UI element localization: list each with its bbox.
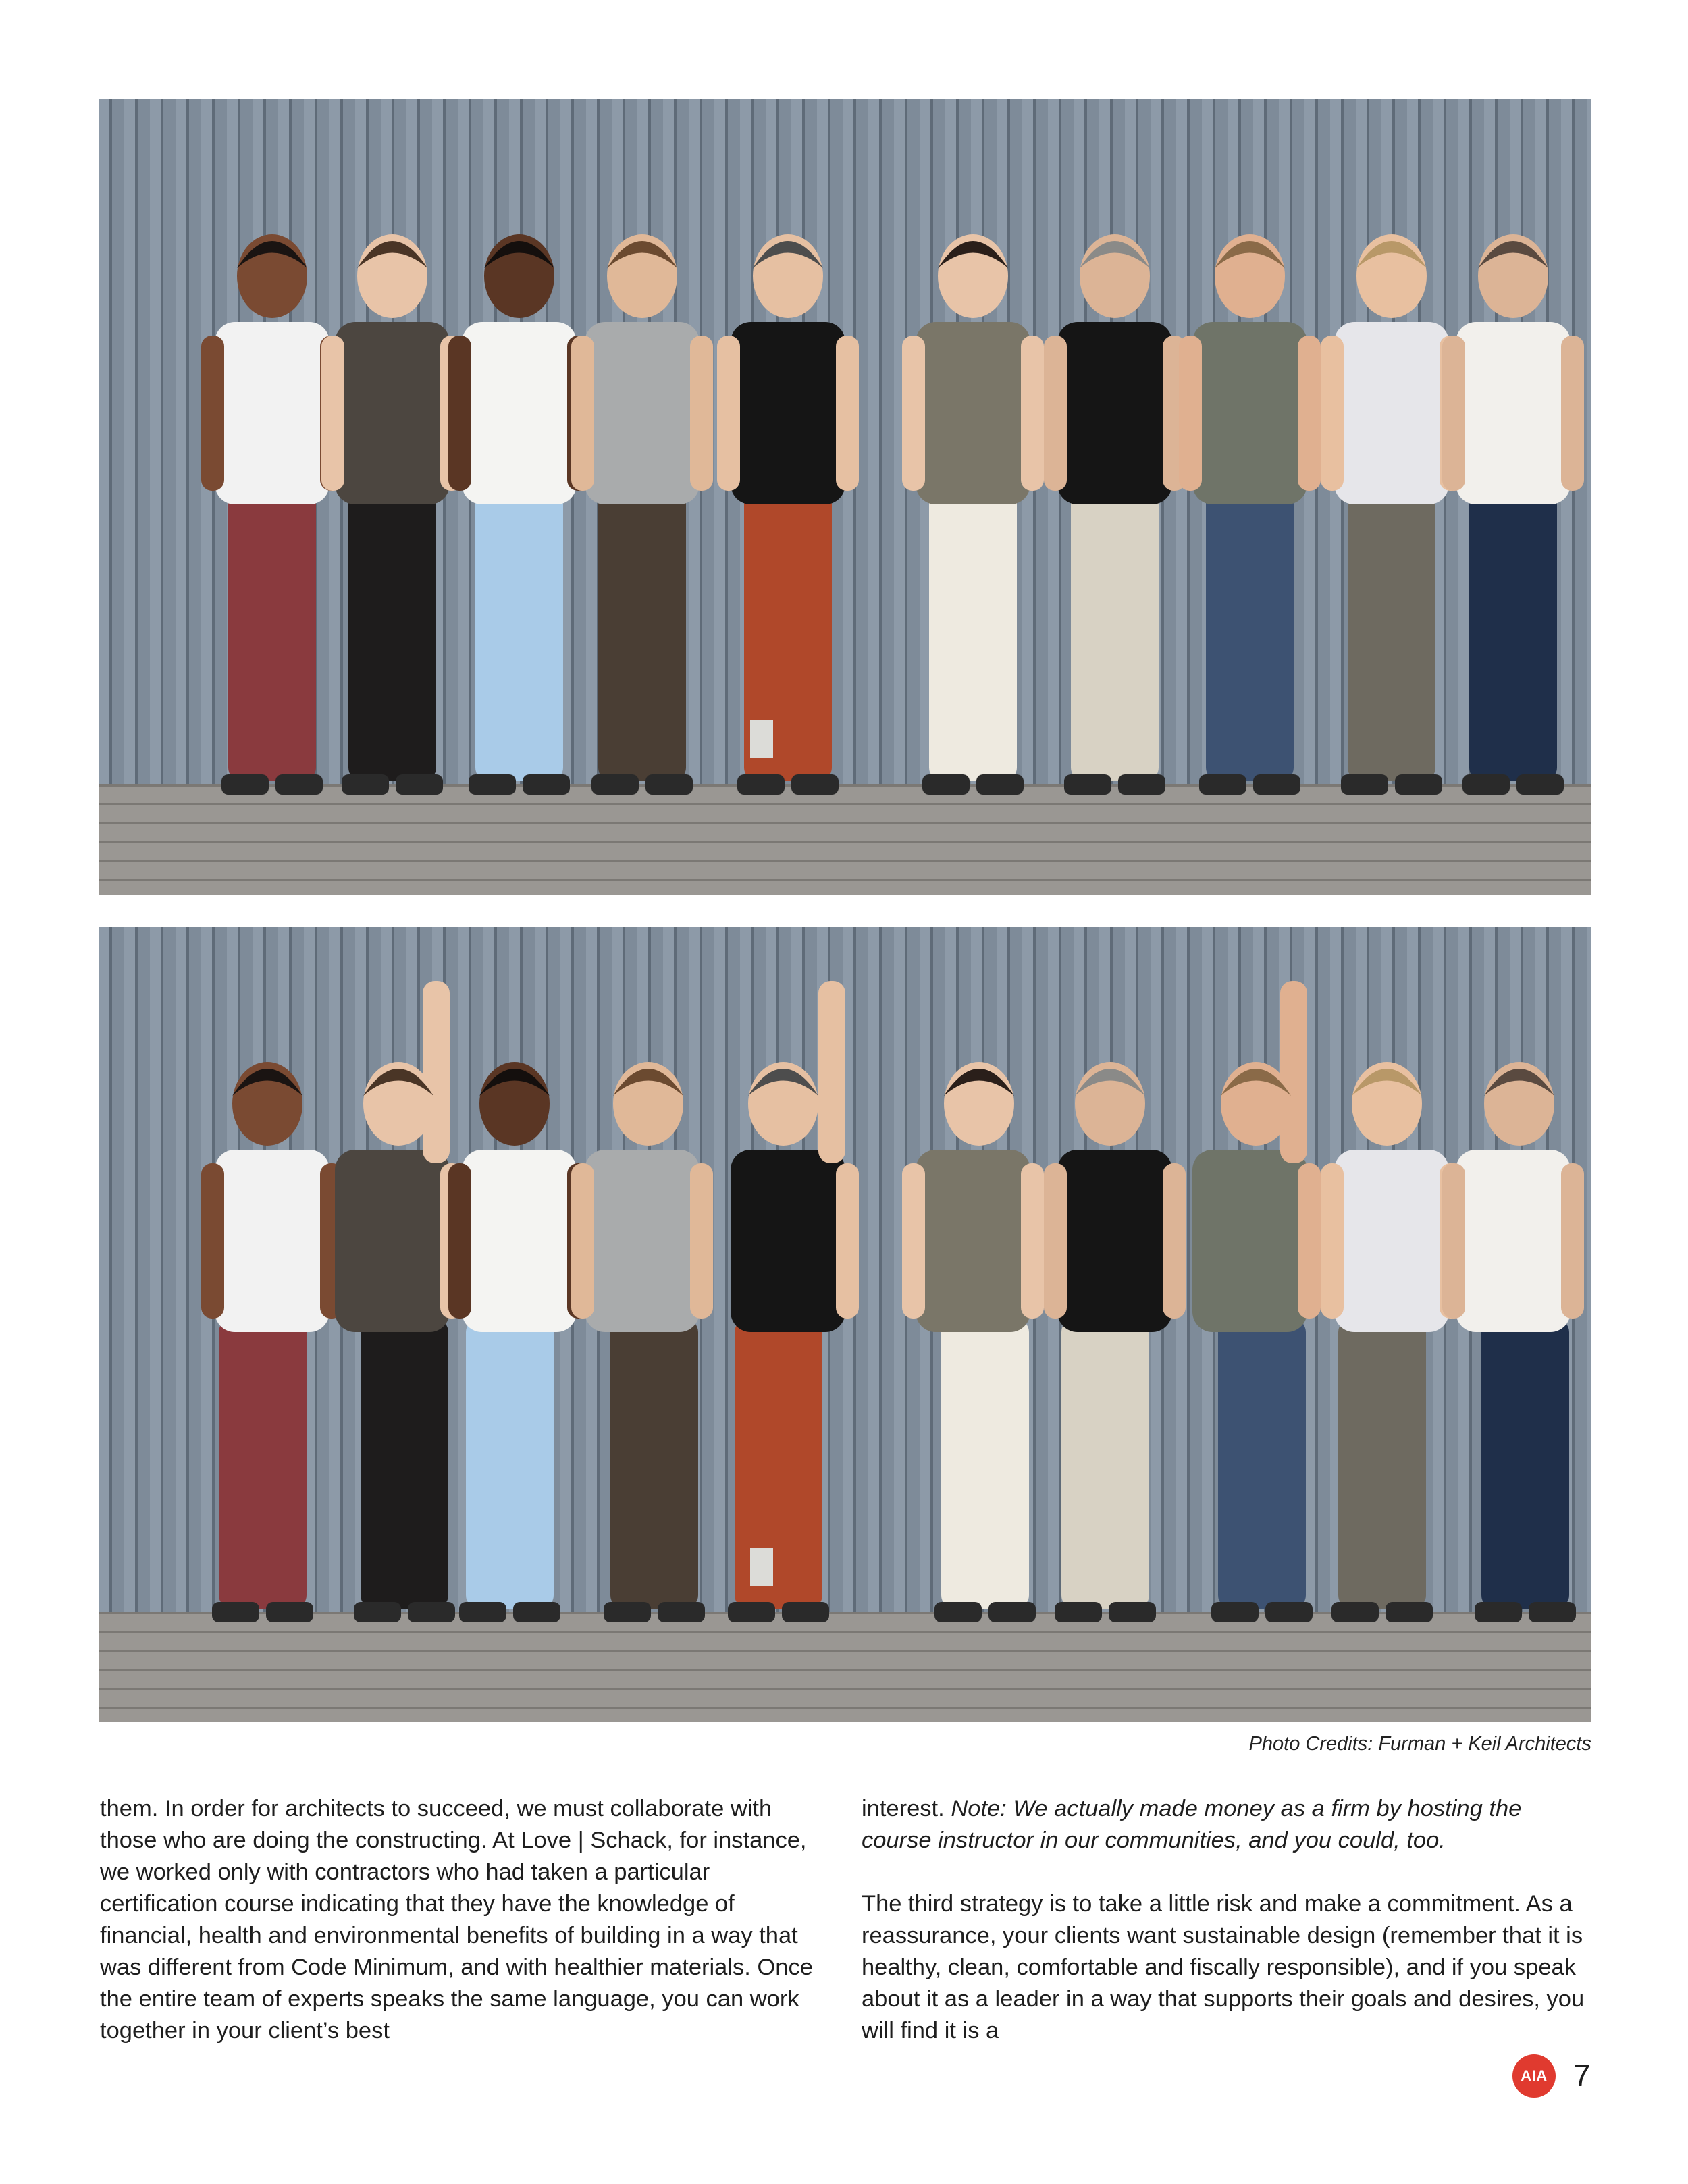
team-photo-playful-image (99, 927, 1591, 1722)
body-text: interest. (862, 1796, 951, 1821)
team-photo-standing (99, 99, 1591, 895)
aia-logo-icon: AIA (1512, 2054, 1556, 2098)
body-paragraph (862, 1793, 1591, 1857)
team-photo-standing-image (99, 99, 1591, 895)
body-paragraph: them. In order for architects to succeed, we must collaborate with those who are doing the constructing. At Love | Schack, for instance, we worked only with contractors who had taken a particular certification course indicating that they have the knowledge of financial, health and environmental benefits of building in a way that was different from Code Minimum, and with healthier materials. Once the entire team of experts speaks the same language, you can work together in your client’s best (100, 1796, 813, 2044)
body-column-right (862, 1793, 1591, 2047)
page-number: 7 (1573, 2058, 1591, 2093)
team-photo-playful (99, 927, 1591, 1722)
body-column-left (100, 1793, 829, 2047)
body-paragraph: The third strategy is to take a little risk and make a commitment. As a reassurance, your clients want sustainable design (remember that it is healthy, clean, comfortable and fiscally responsible), and if you speak about it as a leader in a way that supports their goals and desires, you will find it is a (862, 1891, 1585, 2044)
italic-note: Note: We actually made money as a firm by hosting the course instructor in our communities, and you could, too. (862, 1796, 1522, 1853)
photo-credit-caption: Photo Credits: Furman + Keil Architects (1248, 1733, 1591, 1755)
